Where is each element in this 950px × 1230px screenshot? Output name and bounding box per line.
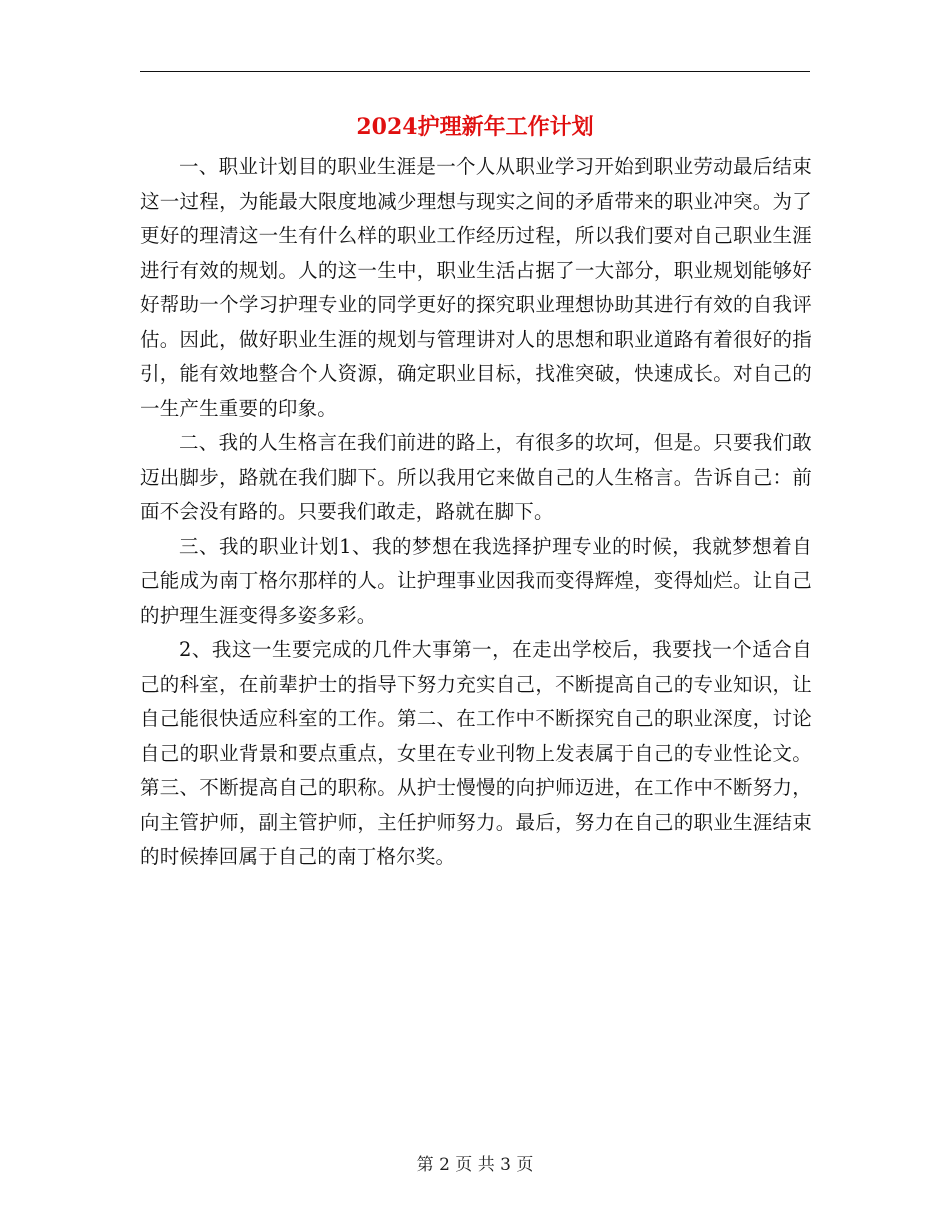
page-number-footer: 第 2 页 共 3 页: [416, 1155, 534, 1175]
document-body: [140, 150, 812, 875]
paragraph-career-plan-purpose: 一、职业计划目的职业生涯是一个人从职业学习开始到职业劳动最后结束这一过程，为能最大限度地减少理想与现实之间的矛盾带来的职业冲突。为了更好的理清这一生有什么样的职业工作经历过程，所以我们要对自己职业生涯进行有效的规划。人的这一生中，职业生活占据了一大部分，职业规划能够好好帮助一个学习护理专业的同学更好的探究职业理想协助其进行有效的自我评估。因此，做好职业生涯的规划与管理讲对人的思想和职业道路有着很好的指引，能有效地整合个人资源，确定职业目标，找准突破，快速成长。对自己的一生产生重要的印象。: [140, 155, 812, 420]
paragraph-life-motto: 二、我的人生格言在我们前进的路上，有很多的坎坷，但是。只要我们敢迈出脚步，路就在我们脚下。所以我用它来做自己的人生格言。告诉自己：前面不会没有路的。只要我们敢走，路就在脚下。: [140, 431, 812, 523]
document-title: 2024护理新年工作计划: [356, 114, 594, 140]
paragraph-life-goals: 2、我这一生要完成的几件大事第一，在走出学校后，我要找一个适合自己的科室，在前辈护士的指导下努力充实自己，不断提高自己的专业知识，让自己能很快适应科室的工作。第二、在工作中不断探究自己的职业深度，讨论自己的职业背景和要点重点，女里在专业刊物上发表属于自己的专业性论文。第三、不断提高自己的职称。从护士慢慢的向护师迈进，在工作中不断努力，向主管护师，副主管护师，主任护师努力。最后，努力在自己的职业生涯结束的时候捧回属于自己的南丁格尔奖。: [140, 638, 812, 868]
header-rule: [140, 71, 810, 72]
paragraph-career-plan-dream: 三、我的职业计划1、我的梦想在我选择护理专业的时候，我就梦想着自己能成为南丁格尔那样的人。让护理事业因我而变得辉煌，变得灿烂。让自己的护理生涯变得多姿多彩。: [140, 534, 812, 627]
